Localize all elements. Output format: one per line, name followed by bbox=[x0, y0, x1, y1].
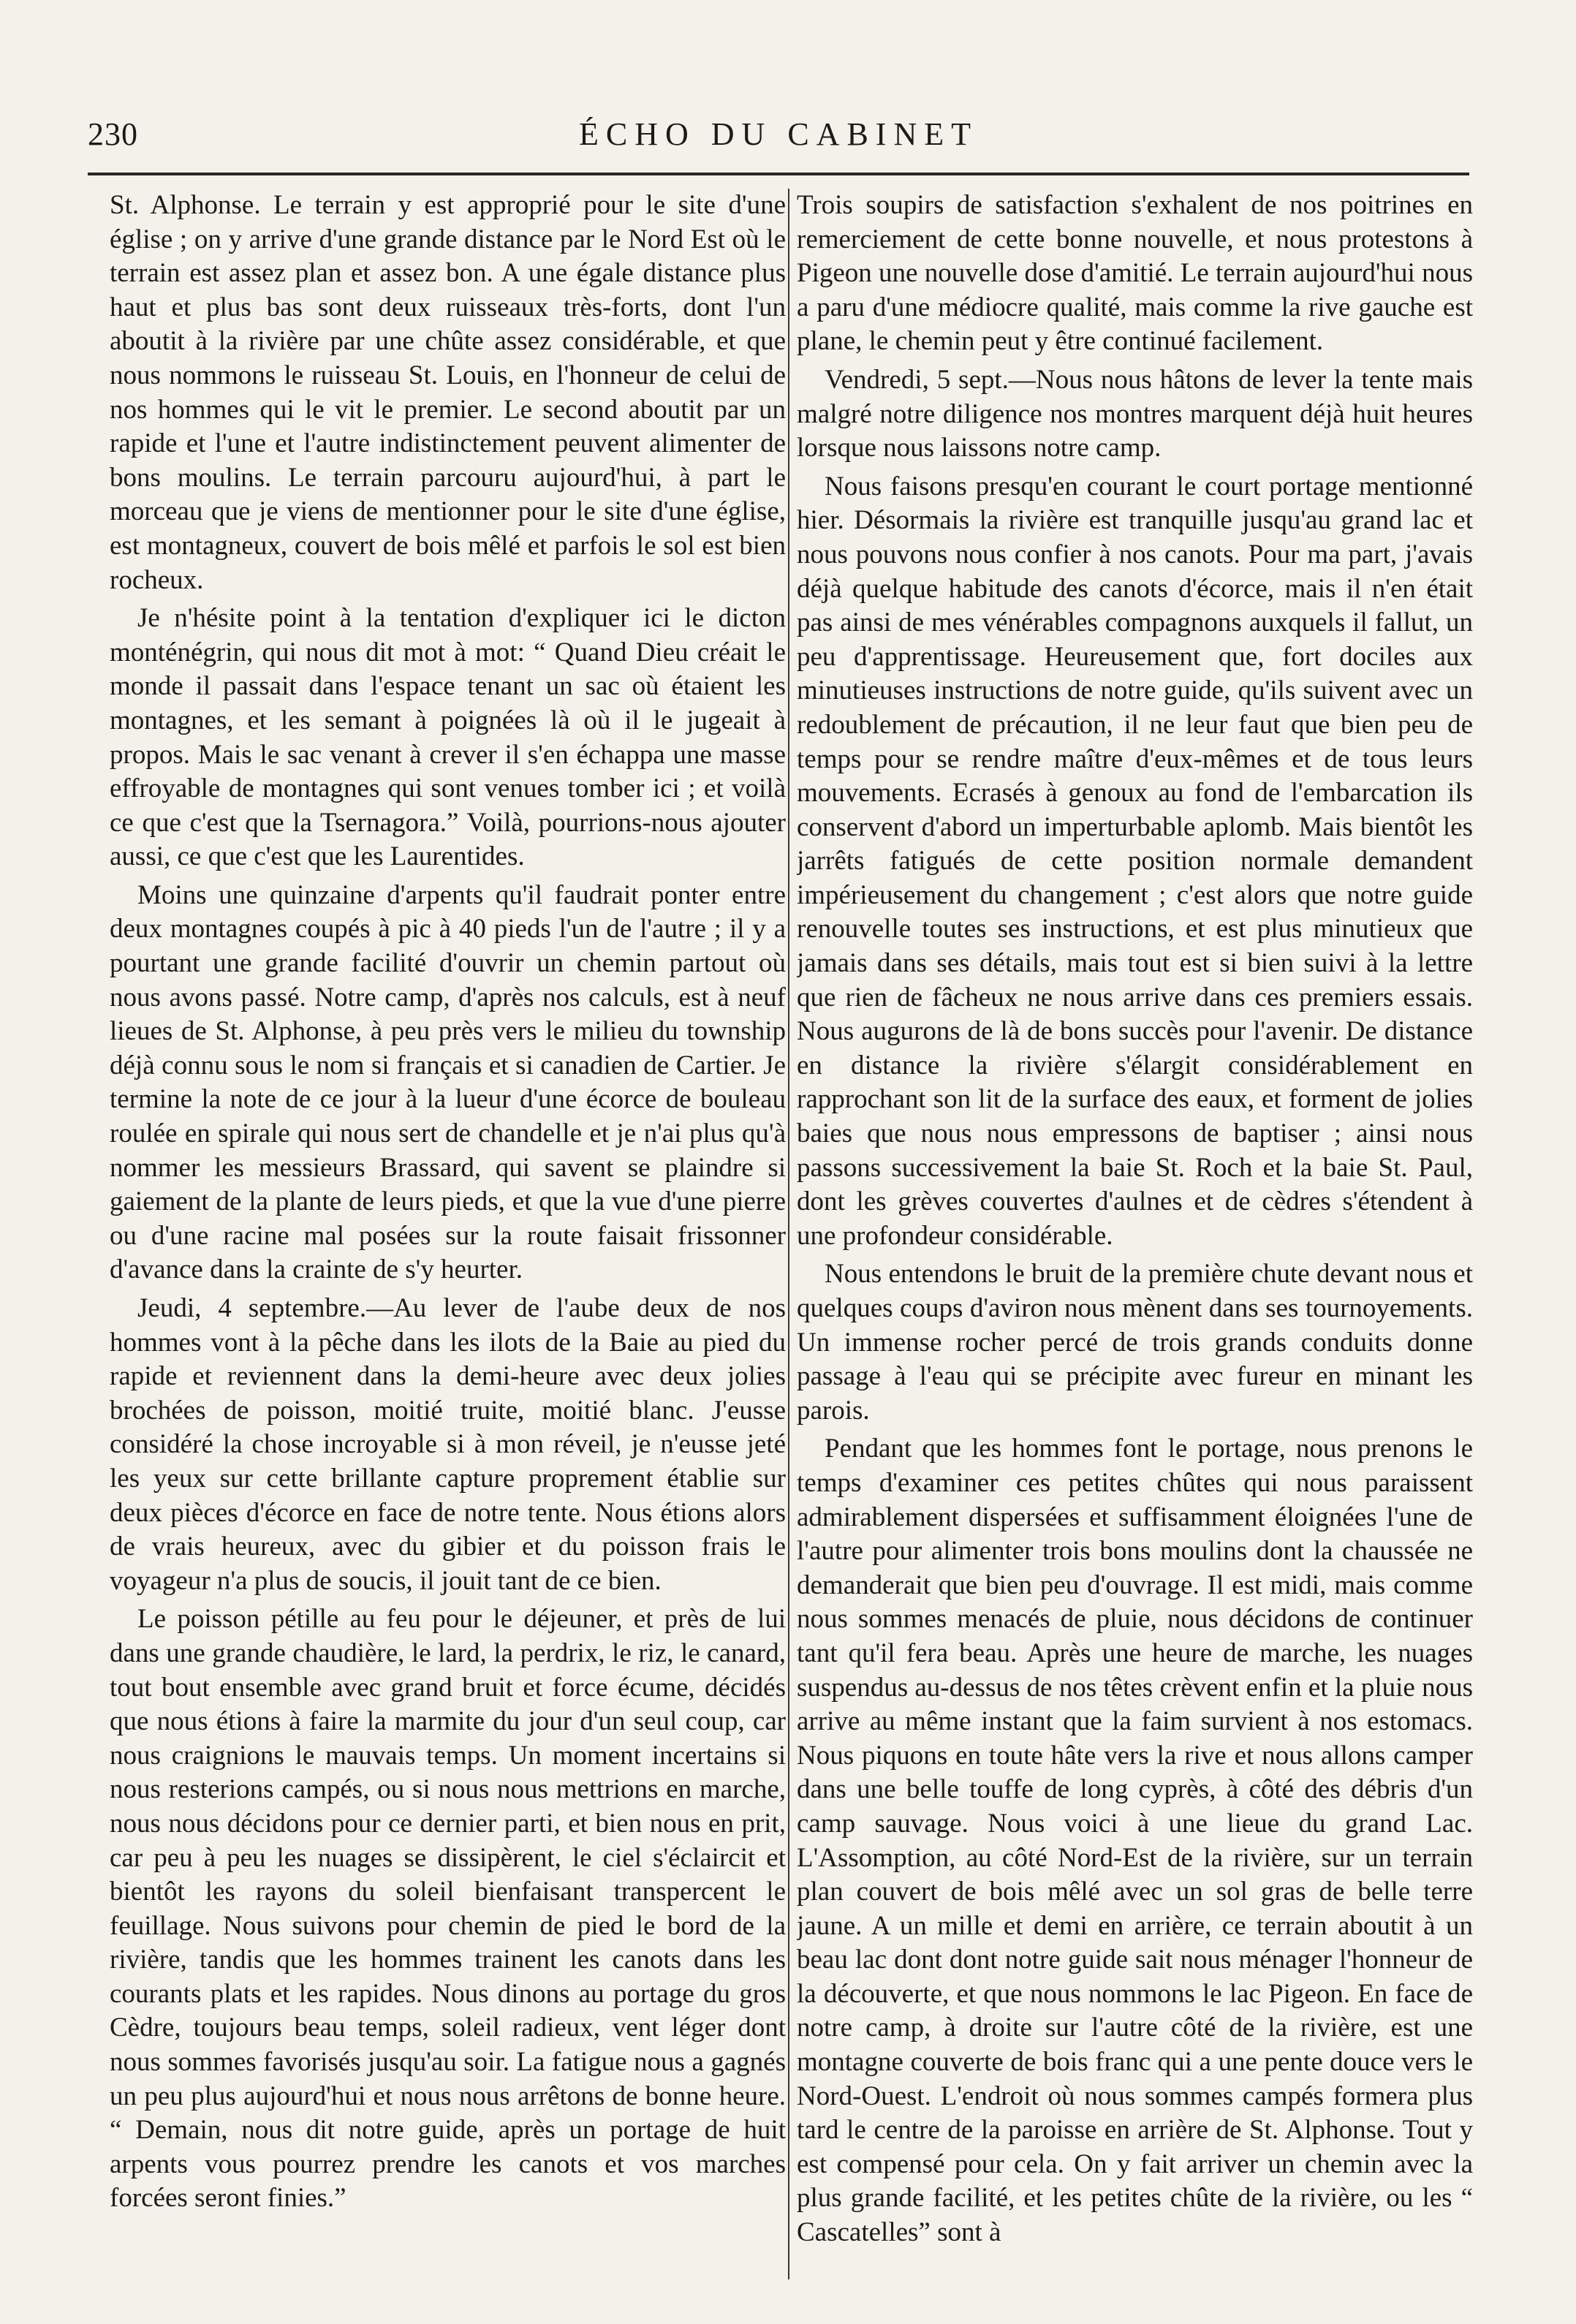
page-header bbox=[88, 110, 1469, 161]
paragraph: Nous entendons le bruit de la première chute devant nous et quelques coups d'aviron nous mènent dans ses tournoyements. Un immense rocher percé de trois grands conduits donne passage à l'eau qui se précipite avec fureur en minant les parois. bbox=[797, 1259, 1473, 1426]
paragraph: Nous faisons presqu'en courant le court portage mentionné hier. Désormais la rivière est tranquille jusqu'au grand lac et nous pouvons nous confier à nos canots. Pour ma part, j'avais déjà quelque habitude des canots d'écorce, mais il n'en était pas ainsi de mes vénérables compagnons auxquels il fallut, un peu d'apprentissage. Heureusement que, fort dociles aux minutieuses instructions de notre guide, qu'ils suivent avec un redoublement de précaution, il ne leur faut que bien peu de temps pour se rendre maître d'eux-mêmes et de tous leurs mouvements. Ecrasés à genoux au fond de l'embarcation ils conservent d'abord un imperturbable aplomb. Mais bientôt les jarrêts fatigués de cette position normale demandent impérieusement du changement ; c'est alors que notre guide renouvelle toutes ses instructions, et est plus minutieux que jamais dans ses détails, mais tout est si bien suivi à la lettre que rien de fâcheux ne nous arrive dans ces premiers essais. Nous augurons de là de bons succès pour l'avenir. De distance en distance la rivière s'élargit considérablement en rapprochant son lit de la surface des eaux, et forment de jolies baies que nous nous empressons de baptiser ; ainsi nous passons successivement la baie St. Roch et la baie St. Paul, dont les grèves couvertes d'aulnes et de cèdres s'étendent à une profondeur considérable. bbox=[797, 471, 1473, 1251]
header-rule bbox=[88, 173, 1469, 175]
page-number: 230 bbox=[88, 116, 138, 152]
paragraph: Le poisson pétille au feu pour le déjeuner, et près de lui dans une grande chaudière, le lard, la perdrix, le riz, le canard, tout bout ensemble avec grand bruit et force écume, décidés que nous étions à faire la marmite du jour d'un seul coup, car nous craignions le mauvais temps. Un moment incertains si nous resterions campés, ou si nous nous mettrions en marche, nous nous décidons pour ce dernier parti, et bien nous en prit, car peu à peu les nuages se dissipèrent, le ciel s'éclaircit et bientôt les rayons du soleil bienfaisant transpercent le feuillage. Nous suivons pour chemin de pied le bord de la rivière, tandis que les hommes trainent les canots dans les courants plats et les rapides. Nous dinons au portage du gros Cèdre, toujours beau temps, soleil radieux, vent léger dont nous sommes favorisés jusqu'au soir. La fatigue nous a gagnés un peu plus aujourd'hui et nous nous arrêtons de bonne heure. “ Demain, nous dit notre guide, après un portage de huit arpents vous pourrez prendre les canots et vos marches forcées seront finies.” bbox=[110, 1604, 786, 2214]
right-column bbox=[797, 189, 1473, 2287]
paragraph: Moins une quinzaine d'arpents qu'il faudrait ponter entre deux montagnes coupés à pic à 40 pieds l'un de l'autre ; il y a pourtant une grande facilité d'ouvrir un chemin partout où nous avons passé. Notre camp, d'après nos calculs, est à neuf lieues de St. Alphonse, à peu près vers le milieu du township déjà connu sous le nom si français et si canadien de Cartier. Je termine la note de ce jour à la lueur d'une écorce de bouleau roulée en spirale qui nous sert de chandelle et je n'ai plus qu'à nommer les messieurs Brassard, qui savent se plaindre si gaiement de la plante de leurs pieds, et que la vue d'une pierre ou d'une racine mal posées sur la route faisait frissonner d'avance dans la crainte de s'y heurter. bbox=[110, 879, 786, 1285]
paragraph: Pendant que les hommes font le portage, nous prenons le temps d'examiner ces petites chûtes qui nous paraissent admirablement dispersées et suffisamment éloignées l'une de l'autre pour alimenter trois bons moulins dont la chaussée ne demanderait que bien peu d'ouvrage. Il est midi, mais comme nous sommes menacés de pluie, nous décidons de continuer tant qu'il fera beau. Après une heure de marche, les nuages suspendus au-dessus de nos têtes crèvent enfin et la pluie nous arrive au même instant que la faim survient à nos estomacs. Nous piquons en toute hâte vers la rive et nous allons camper dans une belle touffe de long cyprès, à côté des débris d'un camp sauvage. Nous voici à une lieue du grand Lac. L'Assomption, au côté Nord-Est de la rivière, sur un terrain plan couvert de bois mêlé avec un sol gras de belle terre jaune. A un mille et demi en arrière, ce terrain aboutit à un beau lac dont dont notre guide sait nous ménager l'honneur de la découverte, et que nous nommons le lac Pigeon. En face de notre camp, à droite sur l'autre côté de la rivière, est une montagne couverte de bois franc qui a une pente douce vers le Nord-Ouest. L'endroit où nous sommes campés formera plus tard le centre de la paroisse en arrière de St. Alphonse. Tout y est compensé pour cela. On y fait arriver un chemin avec la plus grande facilité, et les petites chûte de la rivière, ou les “ Cascatelles” sont à bbox=[797, 1434, 1473, 2248]
paragraph: Je n'hésite point à la tentation d'expliquer ici le dicton monténégrin, qui nous dit mot à mot: “ Quand Dieu créait le monde il passait dans l'espace tenant un sac où étaient les montagnes, et les semant à poignées là où il le jugeait à propos. Mais le sac venant à crever il s'en échappa une masse effroyable de montagnes qui sont venues tomber ici ; et voilà ce que c'est que la Tsernagora.” Voilà, pourrions-nous ajouter aussi, ce que c'est que les Laurentides. bbox=[110, 603, 786, 872]
column-divider bbox=[788, 189, 789, 2279]
paragraph: Vendredi, 5 sept.—Nous nous hâtons de lever la tente mais malgré notre diligence nos montres marquent déjà huit heures lorsque nous laissons notre camp. bbox=[797, 364, 1473, 463]
paragraph: St. Alphonse. Le terrain y est approprié pour le site d'une église ; on y arrive d'une grande distance par le Nord Est où le terrain est assez plan et assez bon. A une égale distance plus haut et plus bas sont deux ruisseaux très-forts, dont l'un aboutit à la rivière par une chûte assez considérable, et que nous nommons le ruisseau St. Louis, en l'honneur de celui de nos hommes qui le vit le premier. Le second aboutit par un rapide et l'une et l'autre indistinctement peuvent alimenter de bons moulins. Le terrain parcouru aujourd'hui, à part le morceau que je viens de mentionner pour le site d'une église, est montagneux, couvert de bois mêlé et parfois le sol est bien rocheux. bbox=[110, 190, 786, 595]
left-column bbox=[110, 189, 786, 2287]
paragraph: Jeudi, 4 septembre.—Au lever de l'aube deux de nos hommes vont à la pêche dans les ilots de la Baie au pied du rapide et reviennent dans la demi-heure avec deux jolies brochées de poisson, moitié truite, moitié blanc. J'eusse considéré la chose incroyable si à mon réveil, je n'eusse jeté les yeux sur cette brillante capture proprement établie sur deux pièces d'écorce en face de notre tente. Nous étions alors de vrais heureux, avec du gibier et du poisson frais le voyageur n'a plus de soucis, il jouit tant de ce bien. bbox=[110, 1293, 786, 1596]
running-title: ÉCHO DU CABINET bbox=[579, 116, 978, 152]
paragraph: Trois soupirs de satisfaction s'exhalent de nos poitrines en remerciement de cette bonne nouvelle, et nous protestons à Pigeon une nouvelle dose d'amitié. Le terrain aujourd'hui nous a paru d'une médiocre qualité, mais comme la rive gauche est plane, le chemin peut y être continué facilement. bbox=[797, 190, 1473, 357]
